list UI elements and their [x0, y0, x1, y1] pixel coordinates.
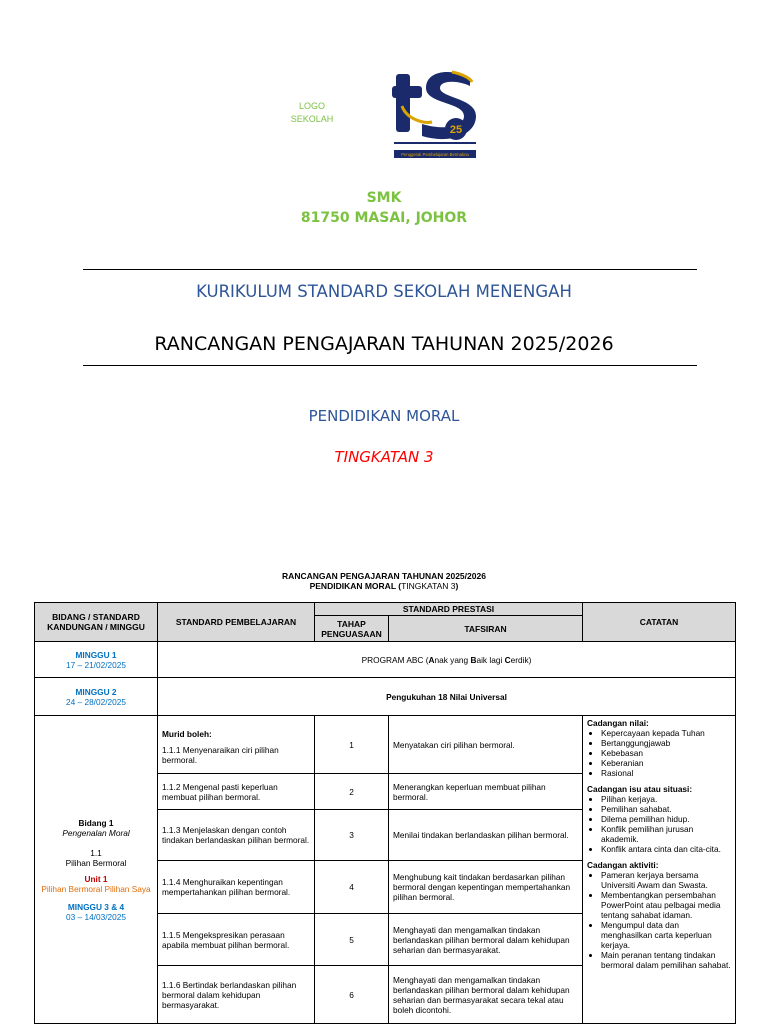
table-row-week-1: [35, 642, 736, 678]
tp-1: 1: [315, 716, 389, 774]
sp-1-1-6: 1.1.6 Bertindak berlandaskan pilihan bermoral dalam kehidupan bermasyarakat.: [158, 966, 315, 1024]
tafsiran-1: Menyatakan ciri pilihan bermoral.: [389, 716, 583, 774]
bidang-name: Pengenalan Moral: [62, 827, 130, 838]
weeks-3-4-label: MINGGU 3 & 4: [67, 901, 125, 912]
list-item: • Main peranan tentang tindakan bermoral dalam pemilihan sahabat.: [601, 950, 731, 970]
table-row: [35, 716, 736, 774]
table-title: [0, 571, 768, 591]
curriculum-title: KURIKULUM STANDARD SEKOLAH MENENGAH: [196, 282, 572, 301]
table-row-week-2: [35, 678, 736, 716]
header-standard-prestasi: STANDARD PRESTASI: [315, 603, 583, 616]
cadangan-isu-heading: Cadangan isu atau situasi:: [587, 784, 693, 794]
list-item: • Dilema pemilihan hidup.: [601, 814, 731, 824]
sp-1-1-5: 1.1.5 Mengekspresikan perasaan apabila membuat pilihan bermoral.: [158, 914, 315, 966]
tafsiran-2: Menerangkan keperluan membuat pilihan bermoral.: [389, 774, 583, 810]
list-item: • Bertanggungjawab: [601, 738, 731, 748]
tp-5: 5: [315, 914, 389, 966]
table-title-line-1: RANCANGAN PENGAJARAN TAHUNAN 2025/2026: [282, 571, 486, 581]
bottom-divider: [83, 365, 697, 366]
cadangan-nilai-list: [587, 728, 731, 778]
logo-25-text: 25: [449, 124, 463, 136]
list-item: • Kepercayaan kepada Tuhan: [601, 728, 731, 738]
logo-banner-text: Penggerak Pembelajaran Bermakna: [401, 152, 469, 157]
sp-1-1-4: 1.1.4 Menghuraikan kepentingan mempertahankan pilihan bermoral.: [158, 861, 315, 914]
week-2-date: 24 – 28/02/2025: [66, 696, 126, 707]
logo-placeholder-line-2: SEKOLAH: [290, 114, 334, 124]
tafsiran-4: Menghubung kait tindakan berdasarkan pilihan bermoral dengan kepentingan mempertahankan pilihan bermoral.: [389, 861, 583, 914]
bidang-label: Bidang 1: [78, 817, 114, 828]
tafsiran-3: Menilai tindakan berlandaskan pilihan bermoral.: [389, 810, 583, 861]
subject-title: PENDIDIKAN MORAL: [308, 407, 460, 425]
logo-placeholder-text: [286, 100, 338, 126]
sp-1-1-3: 1.1.3 Menjelaskan dengan contoh tindakan berlandaskan pilihan bermoral.: [158, 810, 315, 861]
unit-name: Pilihan Bermoral Pilihan Saya: [41, 883, 151, 894]
tp-4: 4: [315, 861, 389, 914]
murid-boleh-label: Murid boleh:: [162, 728, 212, 739]
list-item: • Konflik antara cinta dan cita-cita.: [601, 844, 731, 854]
list-item: • Keberanian: [601, 758, 731, 768]
catatan-cell: [583, 716, 736, 1024]
school-name: SMK: [366, 190, 402, 206]
list-item: • Pameran kerjaya bersama Universiti Awam dan Swasta.: [601, 870, 731, 890]
school-address: 81750 MASAI, JOHOR: [300, 210, 468, 226]
program-abc: PROGRAM ABC (Anak yang Baik lagi Cerdik): [158, 642, 736, 678]
lesson-plan-table: [34, 602, 736, 1024]
tafsiran-6: Menghayati dan mengamalkan tindakan berlandaskan pilihan bermoral dalam kehidupan seharian dan bermasyarakat secara tekal atau boleh dicontohi.: [389, 966, 583, 1024]
table-title-line-2: PENDIDIKAN MORAL (TINGKATAN 3): [309, 581, 459, 591]
list-item: • Konflik pemilihan jurusan akademik.: [601, 824, 731, 844]
sp-1-1-1: 1.1.1 Menyenaraikan ciri pilihan bermoral.: [162, 744, 279, 765]
week-2-activity: Pengukuhan 18 Nilai Universal: [158, 678, 736, 716]
cadangan-aktiviti-heading: Cadangan aktiviti:: [587, 860, 659, 870]
tp-3: 3: [315, 810, 389, 861]
standard-kandungan-code: 1.1: [90, 847, 102, 858]
standard-kandungan-name: Pilihan Bermoral: [65, 857, 127, 868]
list-item: • Pemilihan sahabat.: [601, 804, 731, 814]
cadangan-aktiviti-list: [587, 870, 731, 970]
top-divider: [83, 269, 697, 270]
week-2-label: MINGGU 2: [75, 686, 117, 697]
week-1-label: MINGGU 1: [75, 649, 117, 660]
ts25-logo: [392, 66, 478, 160]
unit-label: Unit 1: [84, 873, 108, 884]
tafsiran-5: Menghayati dan mengamalkan tindakan berlandaskan pilihan bermoral dalam kehidupan seharian dan bermasyarakat.: [389, 914, 583, 966]
header-tahap-penguasaan: TAHAP PENGUASAAN: [315, 616, 389, 642]
cadangan-nilai-heading: Cadangan nilai:: [587, 718, 649, 728]
list-item: • Pilihan kerjaya.: [601, 794, 731, 804]
list-item: • Membentangkan persembahan PowerPoint atau pelbagai media tentang sahabat idaman.: [601, 890, 731, 920]
plan-title: RANCANGAN PENGAJARAN TAHUNAN 2025/2026: [154, 333, 614, 355]
weeks-3-4-date: 03 – 14/03/2025: [66, 911, 126, 922]
list-item: • Kebebasan: [601, 748, 731, 758]
week-1-date: 17 – 21/02/2025: [66, 659, 126, 670]
header-catatan: CATATAN: [583, 603, 736, 642]
header-tafsiran: TAFSIRAN: [389, 616, 583, 642]
header-standard-pembelajaran: STANDARD PEMBELAJARAN: [158, 603, 315, 642]
list-item: • Rasional: [601, 768, 731, 778]
header-bidang: BIDANG / STANDARD KANDUNGAN / MINGGU: [35, 603, 158, 642]
logo-placeholder-line-1: LOGO: [298, 101, 325, 111]
list-item: • Mengumpul data dan menghasilkan carta keperluan kerjaya.: [601, 920, 731, 950]
tp-6: 6: [315, 966, 389, 1024]
sp-1-1-2: 1.1.2 Mengenal pasti keperluan membuat pilihan bermoral.: [158, 774, 315, 810]
form-title: TINGKATAN 3: [334, 448, 434, 466]
tp-2: 2: [315, 774, 389, 810]
cadangan-isu-list: [587, 794, 731, 854]
